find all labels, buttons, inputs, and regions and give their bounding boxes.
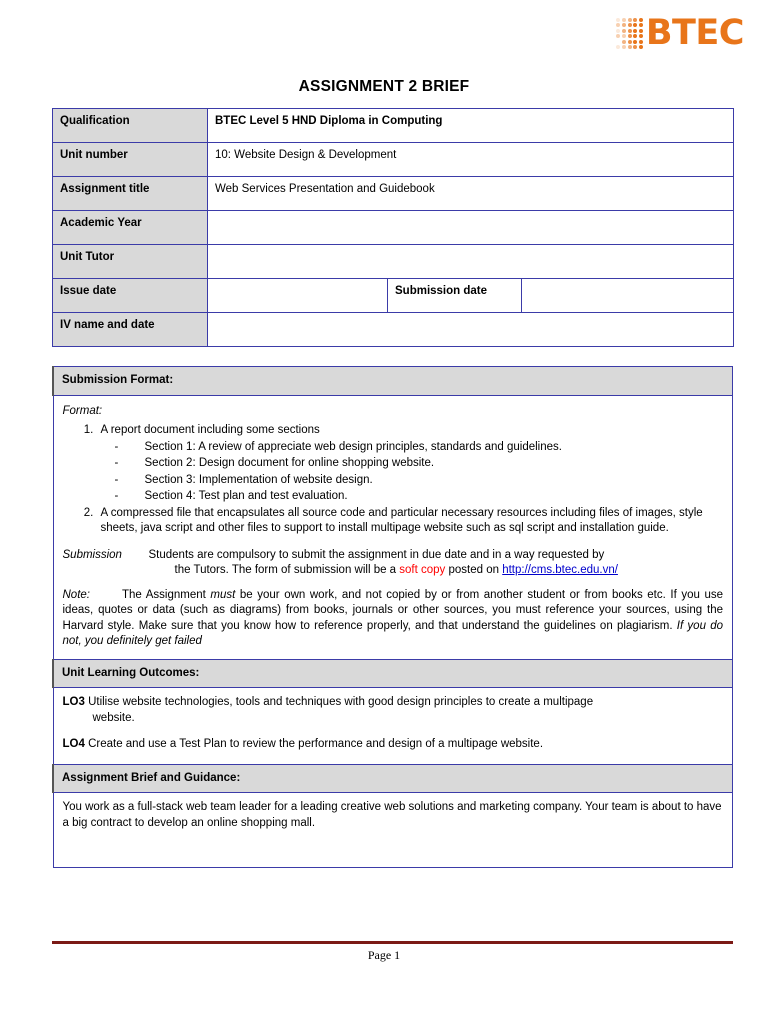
section-heading-learning-outcomes: Unit Learning Outcomes:: [53, 659, 733, 688]
table-row: [53, 211, 734, 245]
row-label-qualification: Qualification: [53, 109, 208, 143]
row-label-issue-date: Issue date: [53, 279, 208, 313]
table-row: [53, 764, 733, 793]
spacer: [63, 728, 724, 737]
submission-line2-pre: the Tutors. The form of submission will be a: [174, 564, 400, 577]
brief-guidance-text: You work as a full-stack web team leader for a leading creative web solutions and marketing company. Your team is about to have a big contract to develop an online shopping mall.: [62, 801, 722, 829]
table-row: [53, 109, 734, 143]
note-emphasis-failed: If you do not, you definitely get failed: [62, 619, 723, 648]
section-body-brief-guidance: [53, 793, 733, 868]
list-item: [97, 423, 724, 505]
list-item: [97, 506, 724, 537]
row-value-submission-date[interactable]: [522, 279, 734, 313]
footer-page-number: Page 1: [367, 948, 401, 962]
table-row: [53, 688, 733, 765]
lo4-line1: Create and use a Test Plan to review the performance and design of a multipage website.: [84, 738, 544, 751]
logo-dot-pattern-icon: [616, 18, 642, 50]
section-heading-brief-guidance: Assignment Brief and Guidance:: [53, 764, 733, 793]
row-label-academic-year: Academic Year: [53, 211, 208, 245]
submission-instructions: [63, 548, 724, 579]
row-value-issue-date[interactable]: [208, 279, 388, 313]
table-row: [53, 245, 734, 279]
format-label: Format:: [62, 404, 103, 417]
note-tag: Note:: [62, 588, 90, 601]
section-body-submission-format: [53, 395, 733, 659]
list-item: - Section 1: A review of appreciate web design principles, standards and guidelines.: [115, 440, 724, 456]
btec-logo: [616, 14, 744, 52]
row-value-qualification: BTEC Level 5 HND Diploma in Computing: [208, 109, 734, 143]
list-item: - Section 2: Design document for online shopping website.: [115, 456, 724, 472]
lo3-line2: website.: [92, 711, 135, 724]
logo-text: BTEC: [645, 12, 744, 53]
footer-divider: [52, 941, 733, 944]
row-value-unit-tutor[interactable]: [208, 245, 734, 279]
table-row: [53, 793, 733, 868]
assignment-body-table: [52, 366, 733, 868]
note-body: be your own work, and not copied by or from another student or from books etc. If you use ideas, quotes or data (such as diagrams) from books, journals or other sources, you must reference your sources, using the Harvard style. Make sure that you know how to reference properly, and that understand the guidelines on plagiarism.: [62, 588, 723, 632]
submission-format-sublist: [101, 440, 724, 505]
assignment-info-table: [52, 108, 734, 347]
submission-line-2: [149, 563, 724, 579]
section-body-learning-outcomes: [53, 688, 733, 765]
submission-line-1: Students are compulsory to submit the assignment in due date and in a way requested by: [148, 548, 605, 561]
list-item: - Section 3: Implementation of website design.: [115, 473, 724, 489]
submission-tag: Submission: [62, 548, 122, 561]
lo4-code: LO4: [62, 738, 85, 751]
row-label-submission-date: Submission date: [388, 279, 522, 313]
cms-portal-link[interactable]: http://cms.btec.edu.vn/: [502, 564, 618, 577]
submission-format-list: [63, 423, 724, 537]
plagiarism-note: [63, 588, 724, 650]
row-label-unit-tutor: Unit Tutor: [53, 245, 208, 279]
row-value-iv-name-and-date[interactable]: [208, 313, 734, 347]
row-label-unit-number: Unit number: [53, 143, 208, 177]
learning-outcome-lo3: [63, 695, 724, 726]
submission-line2-mid: posted on: [445, 564, 503, 577]
table-row: [53, 395, 733, 659]
table-row: [53, 367, 733, 396]
note-emphasis-must: must: [210, 588, 236, 601]
table-row: [53, 143, 734, 177]
submission-soft-copy-emphasis: soft copy: [399, 564, 446, 577]
section-heading-submission-format: Submission Format:: [53, 367, 733, 396]
list-item-text: A compressed file that encapsulates all source code and particular necessary resources including files of images, style sheets, java script and other files to support to install multipage website such as sql script and installation guide.: [100, 506, 703, 535]
lo3-line1: Utilise website technologies, tools and techniques with good design principles to create a multipage: [84, 696, 594, 709]
table-row: [53, 659, 733, 688]
table-row: [53, 279, 734, 313]
note-pre: The Assignment: [122, 588, 211, 601]
table-row: [53, 177, 734, 211]
row-label-iv-name-and-date: IV name and date: [53, 313, 208, 347]
learning-outcome-lo4: [63, 737, 724, 753]
row-value-unit-number: 10: Website Design & Development: [208, 143, 734, 177]
row-label-assignment-title: Assignment title: [53, 177, 208, 211]
lo3-code: LO3: [62, 696, 85, 709]
row-value-academic-year[interactable]: [208, 211, 734, 245]
list-item-text: A report document including some sections: [100, 424, 320, 437]
row-value-assignment-title: Web Services Presentation and Guidebook: [208, 177, 734, 211]
list-item: - Section 4: Test plan and test evaluation.: [115, 489, 724, 505]
page-title: ASSIGNMENT 2 BRIEF: [298, 78, 470, 95]
table-row: [53, 313, 734, 347]
